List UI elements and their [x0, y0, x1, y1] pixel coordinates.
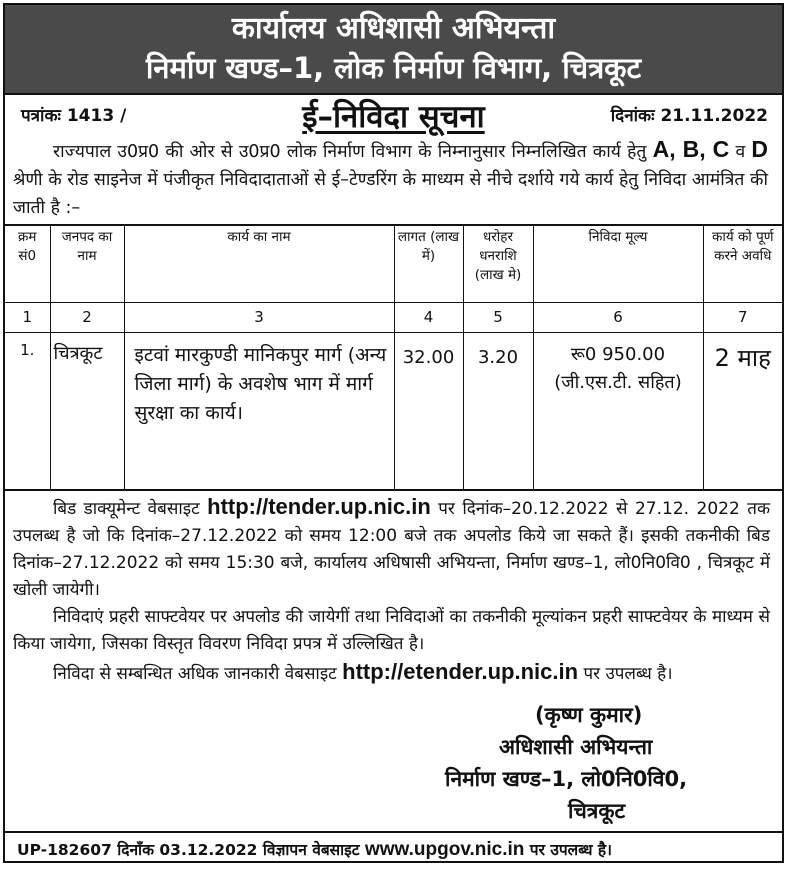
office-division: निर्माण खण्ड–1, लोक निर्माण विभाग, चित्रकूट [145, 51, 642, 85]
notice-title: ई–निविदा सूचना [302, 99, 485, 135]
header-work-name: कार्य का नाम [124, 225, 394, 303]
cell-cost: 32.00 [394, 333, 463, 491]
table-header-row [5, 225, 782, 303]
category-abc: A, B, C [652, 136, 730, 162]
p3-text: निविदा से सम्बन्धित अधिक जानकारी वेबसाइट [53, 664, 343, 684]
cell-serial: 1. [5, 333, 50, 491]
etender-website-link[interactable]: http://etender.up.nic.in [342, 659, 579, 684]
column-number: 4 [394, 303, 463, 333]
p1-rest: पर दिनांक–20.12.2022 से 27.12. 2022 तक उपलब्ध है जो कि दिनांक–27.12.2022 को समय 12:00 बजे तक अपलोड किये जा सकते हैं। इसकी तकनीकी बिड दिनांक–27.12.2022 को समय 15:30 बजे, कार्यालय अधिषासी अभियन्ता, निर्माण खण्ड–1, लो0नि0वि0 , चित्रकूट में खोली जायेगी। [13, 499, 770, 600]
cell-tender-fee [533, 333, 703, 491]
fee-note: (जी.एस.टी. सहित) [554, 372, 682, 393]
tender-notice [3, 3, 784, 863]
reference-number: पत्रांकः 1413 / [21, 106, 127, 126]
column-number: 1 [5, 303, 50, 333]
p3-rest: पर उपलब्ध है। [578, 664, 673, 684]
table-row [5, 333, 782, 491]
table-number-row [5, 303, 782, 333]
intro-text-2: श्रेणी के रोड साइनेज में पंजीकृत निविदादाताओं से ई–टेण्डरिंग के माध्यम से नीचे दर्शाये गये कार्य हेतु निविदा आमंत्रित की जाती है :– [13, 170, 768, 218]
tender-website-link[interactable]: http://tender.up.nic.in [207, 494, 431, 519]
column-number: 2 [50, 303, 124, 333]
header-district: जनपद का नाम [50, 225, 124, 303]
column-number: 3 [124, 303, 394, 333]
cell-work-name: इटवां मारकुण्डी मानिकपुर मार्ग (अन्य जिला मार्ग) के अवशेष भाग में मार्ग सुरक्षा का कार्य। [124, 333, 394, 491]
column-number: 6 [533, 303, 703, 333]
cell-deposit: 3.20 [463, 333, 533, 491]
intro-paragraph [5, 135, 782, 222]
signatory-office: निर्माण खण्ड–1, लो0नि0वि0, [445, 767, 688, 791]
signatory-place: चित्रकूट [568, 799, 626, 823]
fee-amount: रू0 950.00 [570, 344, 666, 365]
category-d: D [751, 136, 769, 162]
office-title: कार्यालय अधिशासी अभियन्ता [231, 11, 556, 46]
office-header [5, 5, 782, 95]
signatory-name: (कृष्ण कुमार) [535, 703, 643, 727]
footer-text-end: पर उपलब्ध है। [524, 841, 613, 859]
footer-text: UP-182607 दिनाँक 03.12.2022 विज्ञापन वेबसाइट [17, 841, 365, 859]
column-number: 5 [463, 303, 533, 333]
column-number: 7 [703, 303, 782, 333]
paragraph-bid-document [5, 493, 782, 604]
header-duration: कार्य को पूर्ण करने अवधि [703, 225, 782, 303]
header-deposit: धरोहर धनराशि (लाख मे) [463, 225, 533, 303]
advertisement-footer [5, 831, 782, 861]
footer-website-link[interactable]: www.upgov.nic.in [365, 839, 525, 860]
intro-text-1: राज्यपाल उ0प्र0 की ओर से उ0प्र0 लोक निर्माण विभाग के निम्नानुसार निम्नलिखित कार्य हेतु [53, 142, 647, 162]
paragraph-prahari: निविदाएं प्रहरी साफ्टवेयर पर अपलोड की जायेगीं तथा निविदाओं का तकनीकी मूल्यांकन प्रहरी साफ्टवेयर के माध्यम से किया जायेगा, जिसका विस्तृत विवरण निविदा प्रपत्र में उल्लिखित है। [13, 607, 770, 654]
category-and: व [729, 142, 752, 162]
notice-meta [5, 95, 782, 135]
tender-table [5, 224, 782, 491]
p1-text: बिड डाक्यूमेन्ट वेबसाइट [53, 499, 208, 519]
notice-date: दिनांकः 21.11.2022 [610, 106, 768, 126]
cell-district: चित्रकूट [50, 333, 124, 491]
header-serial: क्रम सं0 [5, 225, 50, 303]
signatory-designation: अधिशासी अभियन्ता [499, 735, 653, 759]
paragraph-more-info [5, 658, 782, 688]
cell-duration: 2 माह [703, 333, 782, 491]
header-tender-fee: निविदा मूल्य [533, 225, 703, 303]
header-cost: लागत (लाख में) [394, 225, 463, 303]
